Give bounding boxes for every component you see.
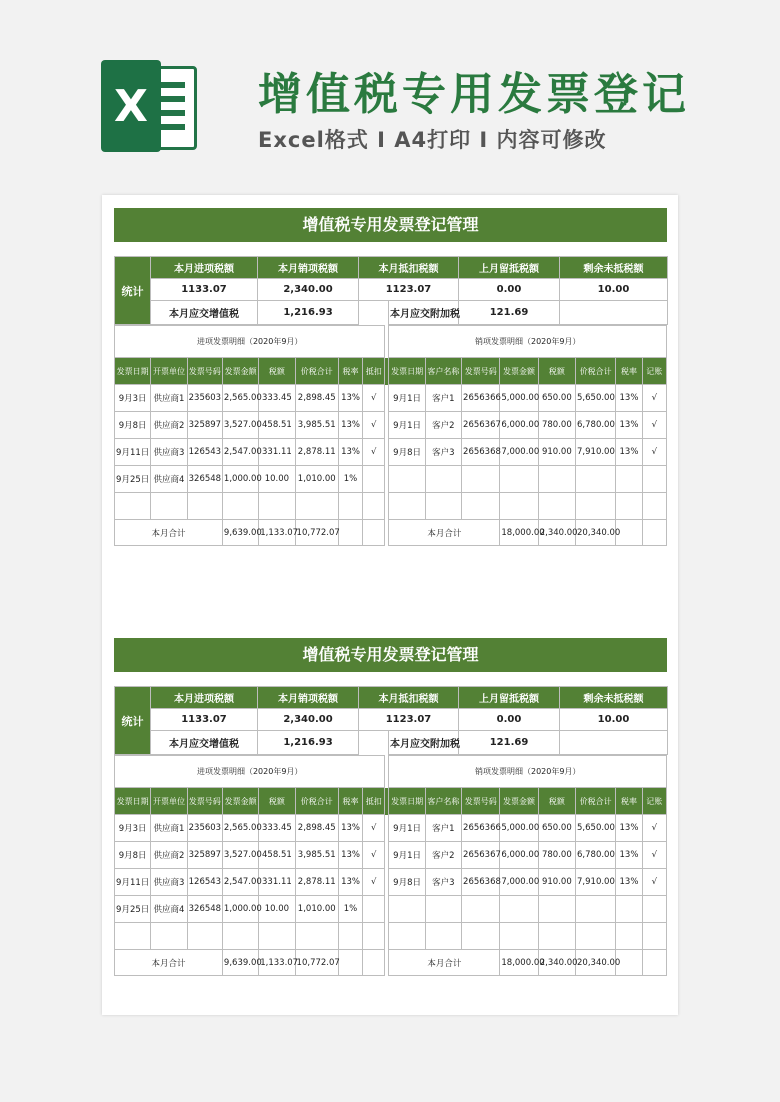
summary-header: 本月进项税额 bbox=[151, 257, 258, 279]
input-cell: 2,898.45 bbox=[295, 815, 338, 842]
output-cell bbox=[425, 923, 461, 950]
output-col-header: 税额 bbox=[538, 788, 575, 815]
input-cell: 235603 bbox=[187, 815, 222, 842]
output-section-title: 销项发票明细（2020年9月） bbox=[389, 756, 667, 788]
input-col-header: 发票金额 bbox=[222, 358, 258, 385]
input-cell: 331.11 bbox=[259, 439, 295, 466]
empty-cell bbox=[560, 301, 668, 325]
output-cell: 5,000.00 bbox=[500, 385, 538, 412]
output-cell: 650.00 bbox=[538, 815, 575, 842]
input-col-header: 价税合计 bbox=[295, 358, 338, 385]
output-cell: 5,000.00 bbox=[500, 815, 538, 842]
summary-header: 本月进项税额 bbox=[151, 687, 258, 709]
input-cell: √ bbox=[363, 869, 385, 896]
page-header bbox=[0, 0, 780, 195]
input-col-header: 税额 bbox=[259, 788, 295, 815]
output-cell bbox=[538, 493, 575, 520]
input-cell: 235603 bbox=[187, 385, 222, 412]
summary-value: 1133.07 bbox=[151, 709, 258, 731]
summary-value: 1123.07 bbox=[359, 279, 459, 301]
input-section-title: 进项发票明细（2020年9月） bbox=[115, 756, 385, 788]
input-cell: 3,985.51 bbox=[295, 412, 338, 439]
input-cell: 2,565.00 bbox=[222, 385, 258, 412]
input-cell: 333.45 bbox=[259, 385, 295, 412]
surcharge-value: 121.69 bbox=[459, 301, 560, 325]
input-total-value: 10,772.07 bbox=[295, 520, 338, 546]
output-cell bbox=[389, 923, 425, 950]
empty-cell bbox=[338, 520, 362, 546]
output-cell: 5,650.00 bbox=[576, 385, 616, 412]
input-cell bbox=[222, 923, 258, 950]
output-cell: √ bbox=[642, 385, 666, 412]
output-col-header: 税率 bbox=[616, 788, 642, 815]
input-cell: 2,547.00 bbox=[222, 439, 258, 466]
output-cell bbox=[642, 493, 666, 520]
input-col-header: 发票号码 bbox=[187, 358, 222, 385]
output-cell: 2656368 bbox=[462, 439, 500, 466]
input-col-header: 价税合计 bbox=[295, 788, 338, 815]
input-cell bbox=[259, 493, 295, 520]
input-cell: 126543 bbox=[187, 439, 222, 466]
summary-value: 1123.07 bbox=[359, 709, 459, 731]
output-cell bbox=[616, 493, 642, 520]
surcharge-label: 本月应交附加税 bbox=[389, 731, 459, 755]
output-cell bbox=[425, 493, 461, 520]
input-cell bbox=[338, 493, 362, 520]
sheet-title: 增值税专用发票登记管理 bbox=[114, 208, 667, 242]
output-cell: 7,910.00 bbox=[576, 869, 616, 896]
output-cell: 910.00 bbox=[538, 439, 575, 466]
output-cell: 13% bbox=[616, 385, 642, 412]
output-cell bbox=[642, 466, 666, 493]
output-cell: 6,780.00 bbox=[576, 412, 616, 439]
input-cell bbox=[115, 923, 151, 950]
output-cell: 780.00 bbox=[538, 412, 575, 439]
input-cell bbox=[187, 923, 222, 950]
output-col-header: 税额 bbox=[538, 358, 575, 385]
output-col-header: 客户名称 bbox=[425, 358, 461, 385]
vat-label: 本月应交增值税 bbox=[151, 731, 258, 755]
output-col-header: 发票号码 bbox=[462, 358, 500, 385]
input-cell: 9月11日 bbox=[115, 439, 151, 466]
vat-label: 本月应交增值税 bbox=[151, 301, 258, 325]
summary-value: 1133.07 bbox=[151, 279, 258, 301]
output-cell bbox=[462, 923, 500, 950]
input-cell bbox=[338, 923, 362, 950]
output-cell bbox=[538, 466, 575, 493]
input-col-header: 发票日期 bbox=[115, 358, 151, 385]
output-total-value: 2,340.00 bbox=[538, 520, 575, 546]
empty-cell bbox=[560, 731, 668, 755]
output-total-value: 2,340.00 bbox=[538, 950, 575, 976]
output-cell: 7,000.00 bbox=[500, 439, 538, 466]
output-cell bbox=[538, 896, 575, 923]
output-cell bbox=[425, 896, 461, 923]
summary-header: 上月留抵税额 bbox=[459, 257, 560, 279]
input-cell: 326548 bbox=[187, 896, 222, 923]
output-cell: 7,910.00 bbox=[576, 439, 616, 466]
output-cell: 13% bbox=[616, 439, 642, 466]
input-col-header: 税率 bbox=[338, 788, 362, 815]
input-cell: 325897 bbox=[187, 842, 222, 869]
output-cell: 9月1日 bbox=[389, 842, 425, 869]
table-row bbox=[115, 896, 667, 923]
output-cell bbox=[642, 923, 666, 950]
input-cell: 9月3日 bbox=[115, 815, 151, 842]
register-section bbox=[114, 638, 667, 976]
input-cell: 供应商3 bbox=[151, 869, 187, 896]
input-cell: 325897 bbox=[187, 412, 222, 439]
input-cell: 458.51 bbox=[259, 412, 295, 439]
summary-value: 10.00 bbox=[560, 279, 668, 301]
output-col-header: 税率 bbox=[616, 358, 642, 385]
input-cell: 333.45 bbox=[259, 815, 295, 842]
input-cell: 326548 bbox=[187, 466, 222, 493]
output-cell: 客户1 bbox=[425, 815, 461, 842]
table-row bbox=[115, 412, 667, 439]
input-cell: 2,547.00 bbox=[222, 869, 258, 896]
input-cell: 13% bbox=[338, 869, 362, 896]
input-cell: 供应商2 bbox=[151, 412, 187, 439]
output-cell: 2656367 bbox=[462, 842, 500, 869]
input-cell: 供应商4 bbox=[151, 896, 187, 923]
excel-badge: X bbox=[101, 60, 161, 152]
output-cell: 客户3 bbox=[425, 439, 461, 466]
output-col-header: 发票金额 bbox=[500, 358, 538, 385]
input-cell: 1,010.00 bbox=[295, 466, 338, 493]
output-cell: 9月8日 bbox=[389, 439, 425, 466]
input-cell: 3,527.00 bbox=[222, 412, 258, 439]
input-cell: 2,878.11 bbox=[295, 869, 338, 896]
output-total-value: 20,340.00 bbox=[576, 950, 616, 976]
input-total-label: 本月合计 bbox=[115, 950, 223, 976]
input-cell: 9月3日 bbox=[115, 385, 151, 412]
output-cell: 6,000.00 bbox=[500, 842, 538, 869]
output-cell: 2656366 bbox=[462, 385, 500, 412]
output-cell: 客户3 bbox=[425, 869, 461, 896]
input-total-value: 1,133.07 bbox=[259, 950, 295, 976]
input-cell: 2,878.11 bbox=[295, 439, 338, 466]
output-cell: 7,000.00 bbox=[500, 869, 538, 896]
output-cell bbox=[500, 493, 538, 520]
input-cell: √ bbox=[363, 439, 385, 466]
output-cell: √ bbox=[642, 869, 666, 896]
input-cell bbox=[363, 493, 385, 520]
input-col-header: 开票单位 bbox=[151, 788, 187, 815]
output-cell bbox=[462, 493, 500, 520]
input-cell: 13% bbox=[338, 412, 362, 439]
input-cell: 13% bbox=[338, 842, 362, 869]
sheet-title: 增值税专用发票登记管理 bbox=[114, 638, 667, 672]
output-section-title: 销项发票明细（2020年9月） bbox=[389, 326, 667, 358]
input-total-value: 9,639.00 bbox=[222, 950, 258, 976]
empty-cell bbox=[338, 950, 362, 976]
input-cell bbox=[295, 923, 338, 950]
output-cell: 9月1日 bbox=[389, 815, 425, 842]
output-cell: 9月8日 bbox=[389, 869, 425, 896]
input-col-header: 发票日期 bbox=[115, 788, 151, 815]
output-cell bbox=[389, 896, 425, 923]
output-cell bbox=[576, 493, 616, 520]
input-cell bbox=[363, 923, 385, 950]
input-cell: √ bbox=[363, 412, 385, 439]
input-cell: 9月8日 bbox=[115, 412, 151, 439]
table-row bbox=[115, 385, 667, 412]
output-cell: 客户2 bbox=[425, 842, 461, 869]
summary-value: 2,340.00 bbox=[258, 709, 359, 731]
input-cell bbox=[151, 923, 187, 950]
table-row bbox=[115, 466, 667, 493]
input-cell: 1,000.00 bbox=[222, 466, 258, 493]
output-cell bbox=[576, 923, 616, 950]
stat-label: 统计 bbox=[115, 257, 151, 325]
output-col-header: 发票号码 bbox=[462, 788, 500, 815]
input-cell: 1% bbox=[338, 466, 362, 493]
output-cell bbox=[389, 493, 425, 520]
summary-header: 本月抵扣税额 bbox=[359, 687, 459, 709]
table-row bbox=[115, 493, 667, 520]
input-cell: 供应商4 bbox=[151, 466, 187, 493]
output-col-header: 发票日期 bbox=[389, 358, 425, 385]
input-total-value: 1,133.07 bbox=[259, 520, 295, 546]
output-cell: 6,000.00 bbox=[500, 412, 538, 439]
spacer-cell bbox=[359, 301, 389, 325]
output-cell: 2656368 bbox=[462, 869, 500, 896]
table-row bbox=[115, 815, 667, 842]
summary-header: 剩余未抵税额 bbox=[560, 687, 668, 709]
input-cell: 供应商3 bbox=[151, 439, 187, 466]
summary-header: 本月抵扣税额 bbox=[359, 257, 459, 279]
stat-label: 统计 bbox=[115, 687, 151, 755]
output-cell bbox=[462, 896, 500, 923]
output-cell bbox=[616, 923, 642, 950]
output-col-header: 记账 bbox=[642, 788, 666, 815]
input-cell: 13% bbox=[338, 439, 362, 466]
sub-title: Excel格式 I A4打印 I 内容可修改 bbox=[258, 128, 607, 152]
output-cell: 2656366 bbox=[462, 815, 500, 842]
output-cell: 9月1日 bbox=[389, 412, 425, 439]
output-cell bbox=[500, 466, 538, 493]
output-cell: √ bbox=[642, 815, 666, 842]
output-cell: √ bbox=[642, 439, 666, 466]
paper bbox=[102, 195, 678, 1015]
input-cell: 9月25日 bbox=[115, 466, 151, 493]
output-cell: 13% bbox=[616, 869, 642, 896]
empty-cell bbox=[642, 520, 666, 546]
output-cell bbox=[425, 466, 461, 493]
input-col-header: 税率 bbox=[338, 358, 362, 385]
output-cell: 客户1 bbox=[425, 385, 461, 412]
input-cell: √ bbox=[363, 842, 385, 869]
empty-cell bbox=[363, 950, 385, 976]
output-cell bbox=[462, 466, 500, 493]
input-cell: 9月11日 bbox=[115, 869, 151, 896]
output-col-header: 价税合计 bbox=[576, 358, 616, 385]
input-col-header: 抵扣 bbox=[363, 788, 385, 815]
output-cell: 13% bbox=[616, 412, 642, 439]
input-cell: 9月25日 bbox=[115, 896, 151, 923]
summary-header: 剩余未抵税额 bbox=[560, 257, 668, 279]
table-row bbox=[115, 842, 667, 869]
output-cell: 2656367 bbox=[462, 412, 500, 439]
input-cell: 13% bbox=[338, 385, 362, 412]
output-total-label: 本月合计 bbox=[389, 520, 500, 546]
empty-cell bbox=[363, 520, 385, 546]
input-cell: √ bbox=[363, 815, 385, 842]
empty-cell bbox=[642, 950, 666, 976]
summary-header: 上月留抵税额 bbox=[459, 687, 560, 709]
summary-header: 本月销项税额 bbox=[258, 687, 359, 709]
output-col-header: 发票日期 bbox=[389, 788, 425, 815]
input-cell: 9月8日 bbox=[115, 842, 151, 869]
output-cell bbox=[642, 896, 666, 923]
input-cell: 3,985.51 bbox=[295, 842, 338, 869]
input-cell bbox=[363, 896, 385, 923]
input-cell bbox=[115, 493, 151, 520]
excel-icon bbox=[101, 60, 201, 152]
input-cell: 126543 bbox=[187, 869, 222, 896]
output-total-value: 18,000.00 bbox=[500, 520, 538, 546]
input-cell: 1% bbox=[338, 896, 362, 923]
summary-table bbox=[114, 686, 668, 755]
summary-value: 0.00 bbox=[459, 709, 560, 731]
input-cell: 13% bbox=[338, 815, 362, 842]
output-cell: 9月1日 bbox=[389, 385, 425, 412]
output-total-value: 18,000.00 bbox=[500, 950, 538, 976]
surcharge-label: 本月应交附加税 bbox=[389, 301, 459, 325]
output-total-label: 本月合计 bbox=[389, 950, 500, 976]
main-title: 增值税专用发票登记 bbox=[258, 69, 690, 120]
vat-value: 1,216.93 bbox=[258, 731, 359, 755]
output-cell: 910.00 bbox=[538, 869, 575, 896]
output-cell: 6,780.00 bbox=[576, 842, 616, 869]
output-col-header: 发票金额 bbox=[500, 788, 538, 815]
output-cell bbox=[616, 896, 642, 923]
spacer-cell bbox=[359, 731, 389, 755]
detail-table bbox=[114, 325, 667, 546]
output-cell: √ bbox=[642, 842, 666, 869]
input-col-header: 发票金额 bbox=[222, 788, 258, 815]
output-cell: 13% bbox=[616, 815, 642, 842]
output-cell bbox=[576, 466, 616, 493]
vat-value: 1,216.93 bbox=[258, 301, 359, 325]
output-cell: 13% bbox=[616, 842, 642, 869]
table-row bbox=[115, 869, 667, 896]
summary-value: 0.00 bbox=[459, 279, 560, 301]
input-cell: 1,000.00 bbox=[222, 896, 258, 923]
summary-table bbox=[114, 256, 668, 325]
input-total-label: 本月合计 bbox=[115, 520, 223, 546]
input-cell: 供应商1 bbox=[151, 815, 187, 842]
input-cell bbox=[259, 923, 295, 950]
total-row bbox=[115, 520, 667, 546]
summary-value: 10.00 bbox=[560, 709, 668, 731]
output-cell bbox=[538, 923, 575, 950]
input-total-value: 10,772.07 bbox=[295, 950, 338, 976]
total-row bbox=[115, 950, 667, 976]
input-col-header: 开票单位 bbox=[151, 358, 187, 385]
summary-value: 2,340.00 bbox=[258, 279, 359, 301]
input-cell: 1,010.00 bbox=[295, 896, 338, 923]
output-cell bbox=[500, 896, 538, 923]
output-cell: √ bbox=[642, 412, 666, 439]
input-cell: 10.00 bbox=[259, 466, 295, 493]
output-total-value: 20,340.00 bbox=[576, 520, 616, 546]
output-cell bbox=[616, 466, 642, 493]
input-col-header: 抵扣 bbox=[363, 358, 385, 385]
output-col-header: 记账 bbox=[642, 358, 666, 385]
input-cell: 供应商2 bbox=[151, 842, 187, 869]
output-cell: 客户2 bbox=[425, 412, 461, 439]
output-cell bbox=[500, 923, 538, 950]
input-cell bbox=[295, 493, 338, 520]
output-cell: 650.00 bbox=[538, 385, 575, 412]
input-cell: 3,527.00 bbox=[222, 842, 258, 869]
input-cell: 供应商1 bbox=[151, 385, 187, 412]
output-cell: 780.00 bbox=[538, 842, 575, 869]
output-col-header: 客户名称 bbox=[425, 788, 461, 815]
output-cell: 5,650.00 bbox=[576, 815, 616, 842]
summary-header: 本月销项税额 bbox=[258, 257, 359, 279]
output-cell bbox=[389, 466, 425, 493]
output-cell bbox=[576, 896, 616, 923]
input-cell: 10.00 bbox=[259, 896, 295, 923]
input-cell bbox=[151, 493, 187, 520]
input-cell: 2,565.00 bbox=[222, 815, 258, 842]
input-col-header: 发票号码 bbox=[187, 788, 222, 815]
table-row bbox=[115, 439, 667, 466]
input-cell: 331.11 bbox=[259, 869, 295, 896]
input-cell: √ bbox=[363, 385, 385, 412]
input-col-header: 税额 bbox=[259, 358, 295, 385]
input-cell: 2,898.45 bbox=[295, 385, 338, 412]
register-section bbox=[114, 208, 667, 546]
input-cell: 458.51 bbox=[259, 842, 295, 869]
surcharge-value: 121.69 bbox=[459, 731, 560, 755]
input-total-value: 9,639.00 bbox=[222, 520, 258, 546]
detail-table bbox=[114, 755, 667, 976]
input-cell bbox=[222, 493, 258, 520]
output-col-header: 价税合计 bbox=[576, 788, 616, 815]
input-cell bbox=[187, 493, 222, 520]
input-cell bbox=[363, 466, 385, 493]
input-section-title: 进项发票明细（2020年9月） bbox=[115, 326, 385, 358]
table-row bbox=[115, 923, 667, 950]
